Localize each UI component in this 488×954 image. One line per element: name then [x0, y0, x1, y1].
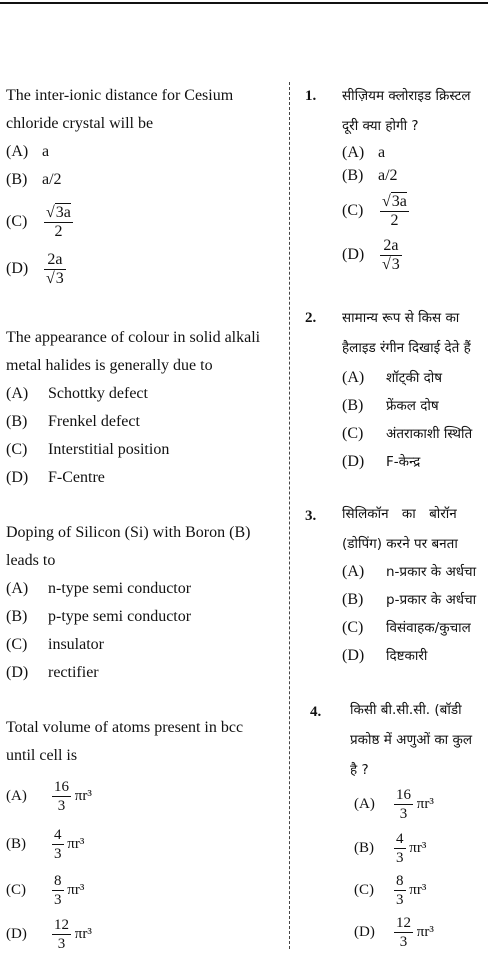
question-text-line: हैलाइड रंगीन दिखाई देते हैं — [342, 340, 471, 356]
question-text-line: प्रकोष्ठ में अणुओं का कुल — [350, 732, 472, 748]
question-text-line: है ? — [350, 762, 369, 778]
option-a[interactable]: (A) शॉट्की दोष — [342, 369, 443, 386]
page-top-rule — [0, 2, 488, 4]
option-c[interactable]: (C) Interstitial position — [6, 441, 170, 458]
question-number: 1. — [305, 88, 317, 104]
column-divider — [289, 82, 290, 949]
option-b[interactable]: (B) a/2 — [6, 171, 62, 188]
question-number: 2. — [305, 310, 317, 326]
option-c[interactable]: (C) $\frac{√3a}{2}$ — [6, 203, 71, 240]
option-b[interactable]: (B) p-type semi conductor — [6, 608, 192, 625]
option-d[interactable]: (D) $\frac{12}{3}$ πr³ — [354, 915, 434, 951]
option-a[interactable]: (A) a — [6, 143, 50, 160]
option-d[interactable]: (D) F-Centre — [6, 469, 105, 486]
question-text-line: metal halides is generally due to — [6, 357, 213, 374]
option-c[interactable]: (C) $\frac{8}{3}$ πr³ — [6, 873, 85, 909]
option-b[interactable]: (B) p-प्रकार के अर्धचा — [342, 591, 477, 608]
fraction: $\frac{√3a}{2}$ — [46, 203, 71, 240]
question-text-line: leads to — [6, 552, 56, 569]
question-text-line: chloride crystal will be — [6, 115, 154, 132]
option-a[interactable]: (A) n-type semi conductor — [6, 580, 192, 597]
fraction: $\frac{2a}{√3}$ — [46, 250, 64, 287]
option-c[interactable]: (C) insulator — [6, 636, 104, 653]
option-a[interactable]: (A) a — [342, 144, 386, 161]
option-a[interactable]: (A) $\frac{16}{3}$ πr³ — [6, 779, 92, 815]
option-b[interactable]: (B) फ्रेंकल दोष — [342, 397, 439, 414]
option-c[interactable]: (C) विसंवाहक/कुचाल — [342, 619, 471, 636]
question-text-line: (डोपिंग) करने पर बनता — [342, 536, 458, 552]
question-number: 3. — [305, 508, 317, 524]
question-text-line: सीज़ियम क्लोराइड क्रिस्टल — [342, 88, 471, 104]
option-b[interactable]: (B) $\frac{4}{3}$ πr³ — [6, 827, 85, 863]
option-a[interactable]: (A) Schottky defect — [6, 385, 148, 402]
option-d[interactable]: (D) $\frac{2a}{√3}$ — [342, 236, 400, 273]
option-b[interactable]: (B) $\frac{4}{3}$ πr³ — [354, 831, 427, 867]
question-text-line: Doping of Silicon (Si) with Boron (B) — [6, 524, 251, 541]
option-c[interactable]: (C) अंतराकाशी स्थिति — [342, 425, 473, 442]
option-d[interactable]: (D) $\frac{2a}{√3}$ — [6, 250, 64, 287]
option-b[interactable]: (B) Frenkel defect — [6, 413, 140, 430]
question-number: 4. — [310, 704, 322, 720]
question-text-line: दूरी क्या होगी ? — [342, 118, 419, 134]
option-d[interactable]: (D) rectifier — [6, 664, 99, 681]
option-c[interactable]: (C) $\frac{√3a}{2}$ — [342, 192, 407, 229]
option-a[interactable]: (A) n-प्रकार के अर्धचा — [342, 563, 477, 580]
question-text-line: until cell is — [6, 747, 78, 764]
question-text-line: Total volume of atoms present in bcc — [6, 719, 244, 736]
question-text-line: सामान्य रूप से किस का — [342, 310, 460, 326]
question-text-line: सिलिकॉन का बोरॉन — [342, 506, 457, 522]
option-d[interactable]: (D) दिष्टकारी — [342, 647, 428, 664]
option-d[interactable]: (D) $\frac{12}{3}$ πr³ — [6, 917, 92, 953]
question-text-line: किसी बी.सी.सी. (बॉडी — [350, 702, 462, 718]
question-text-line: The inter-ionic distance for Cesium — [6, 87, 234, 104]
option-b[interactable]: (B) a/2 — [342, 167, 398, 184]
option-c[interactable]: (C) $\frac{8}{3}$ πr³ — [354, 873, 427, 909]
question-text-line: The appearance of colour in solid alkali — [6, 329, 261, 346]
option-a[interactable]: (A) $\frac{16}{3}$ πr³ — [354, 787, 434, 823]
option-d[interactable]: (D) F-केन्द्र — [342, 453, 421, 470]
